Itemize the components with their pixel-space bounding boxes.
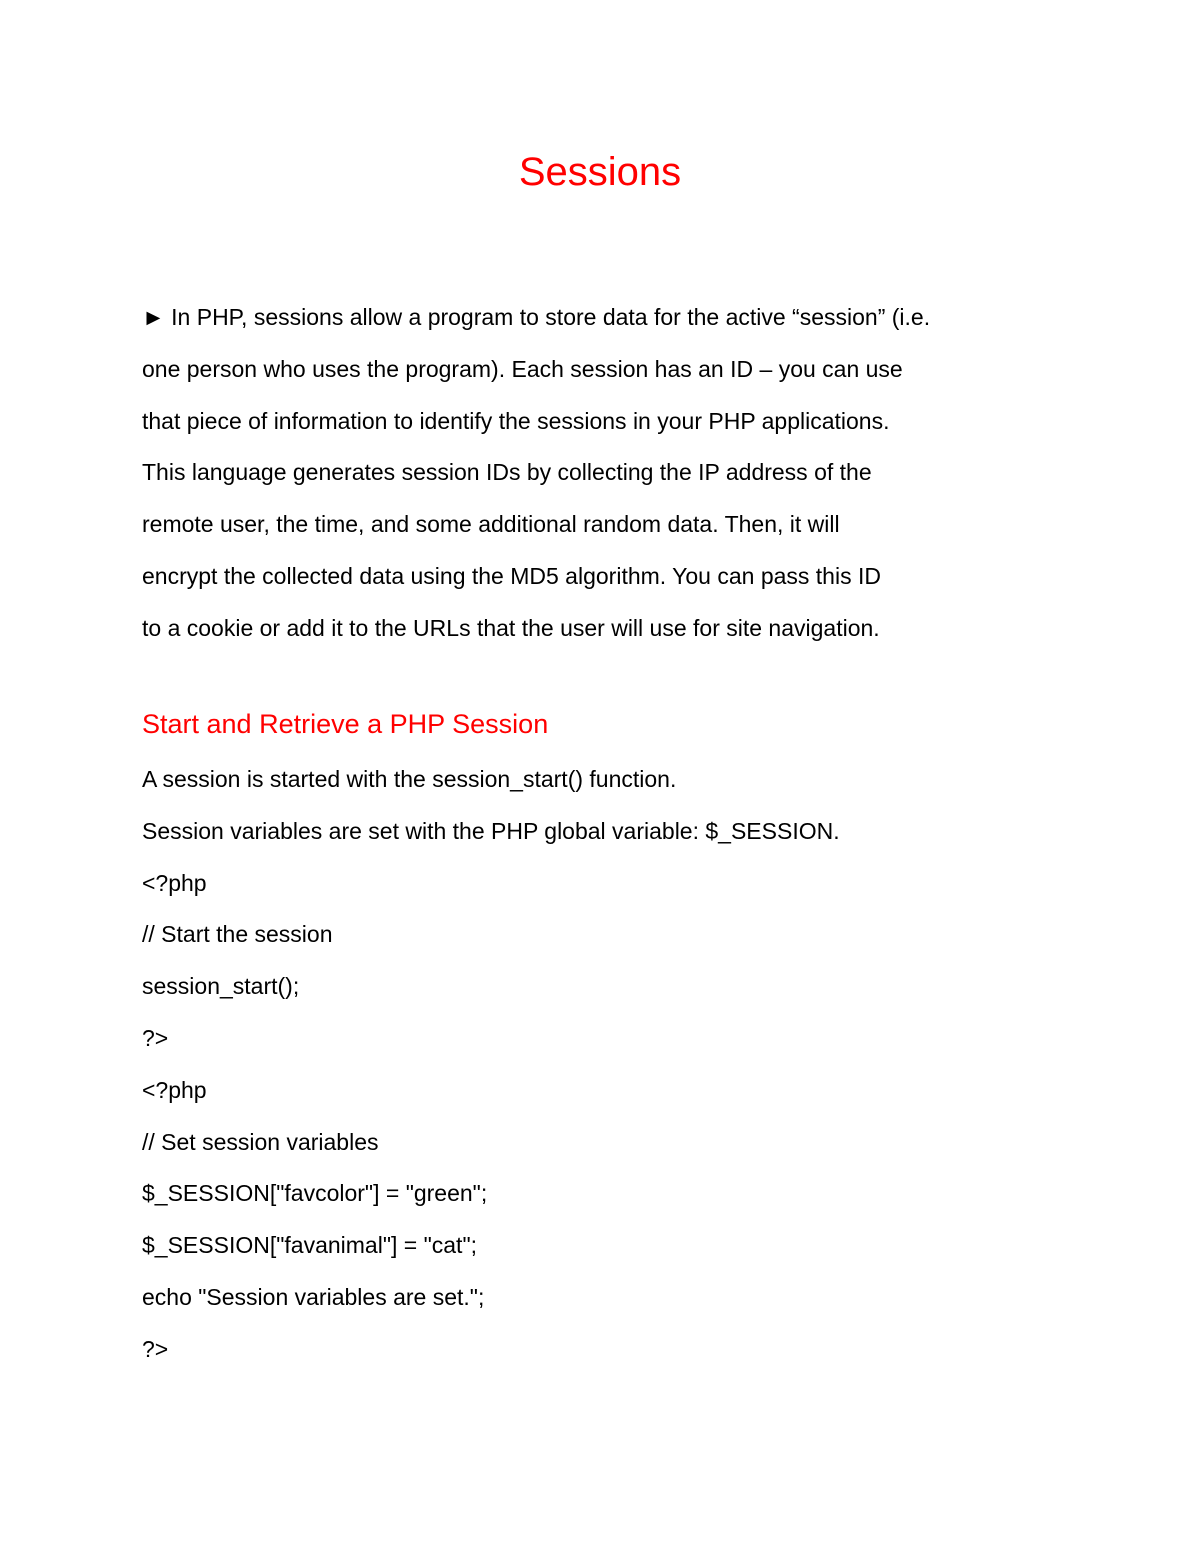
code-line-1: <?php (142, 869, 207, 896)
code-line-5: <?php (142, 1076, 207, 1103)
code-line-4: ?> (142, 1024, 169, 1051)
code-line-7: $_SESSION["favcolor"] = "green"; (142, 1180, 488, 1207)
section-line-2: Session variables are set with the PHP global variable: $_SESSION. (142, 817, 840, 844)
intro-line-4: This language generates session IDs by collecting the IP address of the (142, 459, 872, 486)
intro-line-6: encrypt the collected data using the MD5 algorithm. You can pass this ID (142, 562, 881, 589)
code-line-8: $_SESSION["favanimal"] = "cat"; (142, 1232, 477, 1259)
intro-paragraph (142, 292, 1062, 655)
section-heading: Start and Retrieve a PHP Session (142, 709, 549, 739)
page-title: Sessions (518, 150, 682, 194)
intro-line-2: one person who uses the program). Each session has an ID – you can use (142, 355, 903, 382)
code-line-6: // Set session variables (142, 1128, 379, 1155)
code-line-10: ?> (142, 1335, 169, 1362)
section-body (142, 754, 1062, 1376)
section-line-1: A session is started with the session_start() function. (142, 766, 677, 792)
code-line-3: session_start(); (142, 973, 300, 1000)
bullet-arrow-icon: ► (142, 304, 165, 330)
intro-line-5: remote user, the time, and some additional random data. Then, it will (142, 511, 840, 538)
intro-line-7: to a cookie or add it to the URLs that the user will use for site navigation. (142, 614, 880, 641)
code-line-2: // Start the session (142, 921, 333, 948)
intro-line-3: that piece of information to identify the sessions in your PHP applications. (142, 407, 890, 434)
code-line-9: echo "Session variables are set."; (142, 1283, 485, 1310)
intro-line-1-text: In PHP, sessions allow a program to store data for the active “session” (i.e. (171, 304, 931, 330)
intro-line-1 (142, 292, 1062, 344)
